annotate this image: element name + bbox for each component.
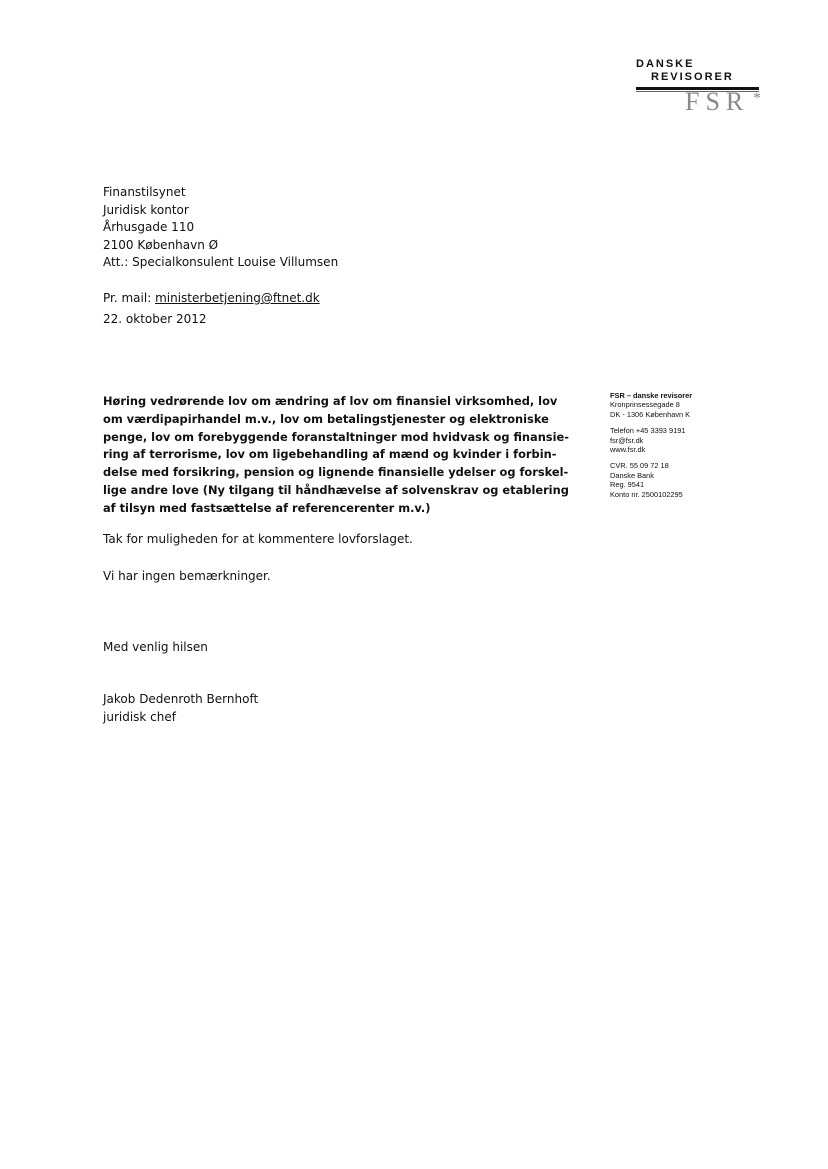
sender-bank-block — [610, 461, 692, 499]
sender-info — [610, 391, 692, 506]
sender-bank: Danske Bank — [610, 470, 654, 480]
sender-account: Konto nr. 2500102295 — [610, 489, 683, 499]
sender-cvr: CVR. 55 09 72 18 — [610, 461, 669, 471]
body-paragraph-2: Vi har ingen bemærkninger. — [103, 569, 271, 583]
signer-title: juridisk chef — [103, 710, 176, 724]
sender-phone: Telefon +45 3393 9191 — [610, 426, 686, 436]
mail-line — [103, 288, 320, 309]
sender-web[interactable]: www.fsr.dk — [610, 445, 646, 455]
subject-line: af tilsyn med fastsættelse af referencerenter m.v.) — [103, 500, 431, 515]
subject-line: delse med forsikring, pension og lignende finansielle ydelser og forskel- — [103, 465, 569, 480]
body-paragraph-1: Tak for muligheden for at kommentere lovforslaget. — [103, 532, 413, 546]
recipient-line: 2100 København Ø — [103, 237, 219, 252]
sender-reg: Reg. 9541 — [610, 480, 645, 490]
mail-address-link[interactable]: ministerbetjening@ftnet.dk — [155, 291, 320, 305]
recipient-line: Århusgade 110 — [103, 220, 195, 234]
sender-email[interactable]: fsr@fsr.dk — [610, 435, 644, 445]
logo-mark: FSR — [685, 87, 750, 116]
recipient-line: Att.: Specialkonsulent Louise Villumsen — [103, 255, 339, 269]
sender-contact-block — [610, 426, 692, 454]
letter-date: 22. oktober 2012 — [103, 312, 207, 326]
sender-city: DK - 1306 København K — [610, 409, 691, 419]
recipient-line: Finanstilsynet — [103, 185, 186, 199]
subject-line: penge, lov om forebyggende foranstaltninger mod hvidvask og finansie- — [103, 429, 569, 444]
logo-star-icon: * — [753, 90, 761, 107]
subject-line: ring af terrorisme, lov om ligebehandling af mænd og kvinder i forbin- — [103, 447, 557, 462]
recipient-line: Juridisk kontor — [103, 202, 189, 217]
recipient-address — [103, 184, 338, 272]
sender-address-block — [610, 391, 692, 419]
sender-name: FSR – danske revisorer — [610, 391, 693, 400]
letter-meta — [103, 288, 320, 330]
mail-label: Pr. mail: — [103, 291, 156, 305]
closing-greeting: Med venlig hilsen — [103, 640, 208, 654]
subject-line: om værdipapirhandel m.v., lov om betalingstjenester og elektroniske — [103, 411, 549, 426]
sender-street: Kronprinsessegade 8 — [610, 400, 680, 410]
logo-text-line1: DANSKE — [636, 58, 695, 70]
subject-line: lige andre love (Ny tilgang til håndhævelse af solvenskrav og etablering — [103, 482, 569, 497]
subject-line: Høring vedrørende lov om ændring af lov om finansiel virksomhed, lov — [103, 394, 558, 408]
letter-subject — [103, 393, 595, 518]
signer-name: Jakob Dedenroth Bernhoft — [103, 692, 259, 706]
logo-text-line2: REVISORER — [651, 71, 734, 83]
